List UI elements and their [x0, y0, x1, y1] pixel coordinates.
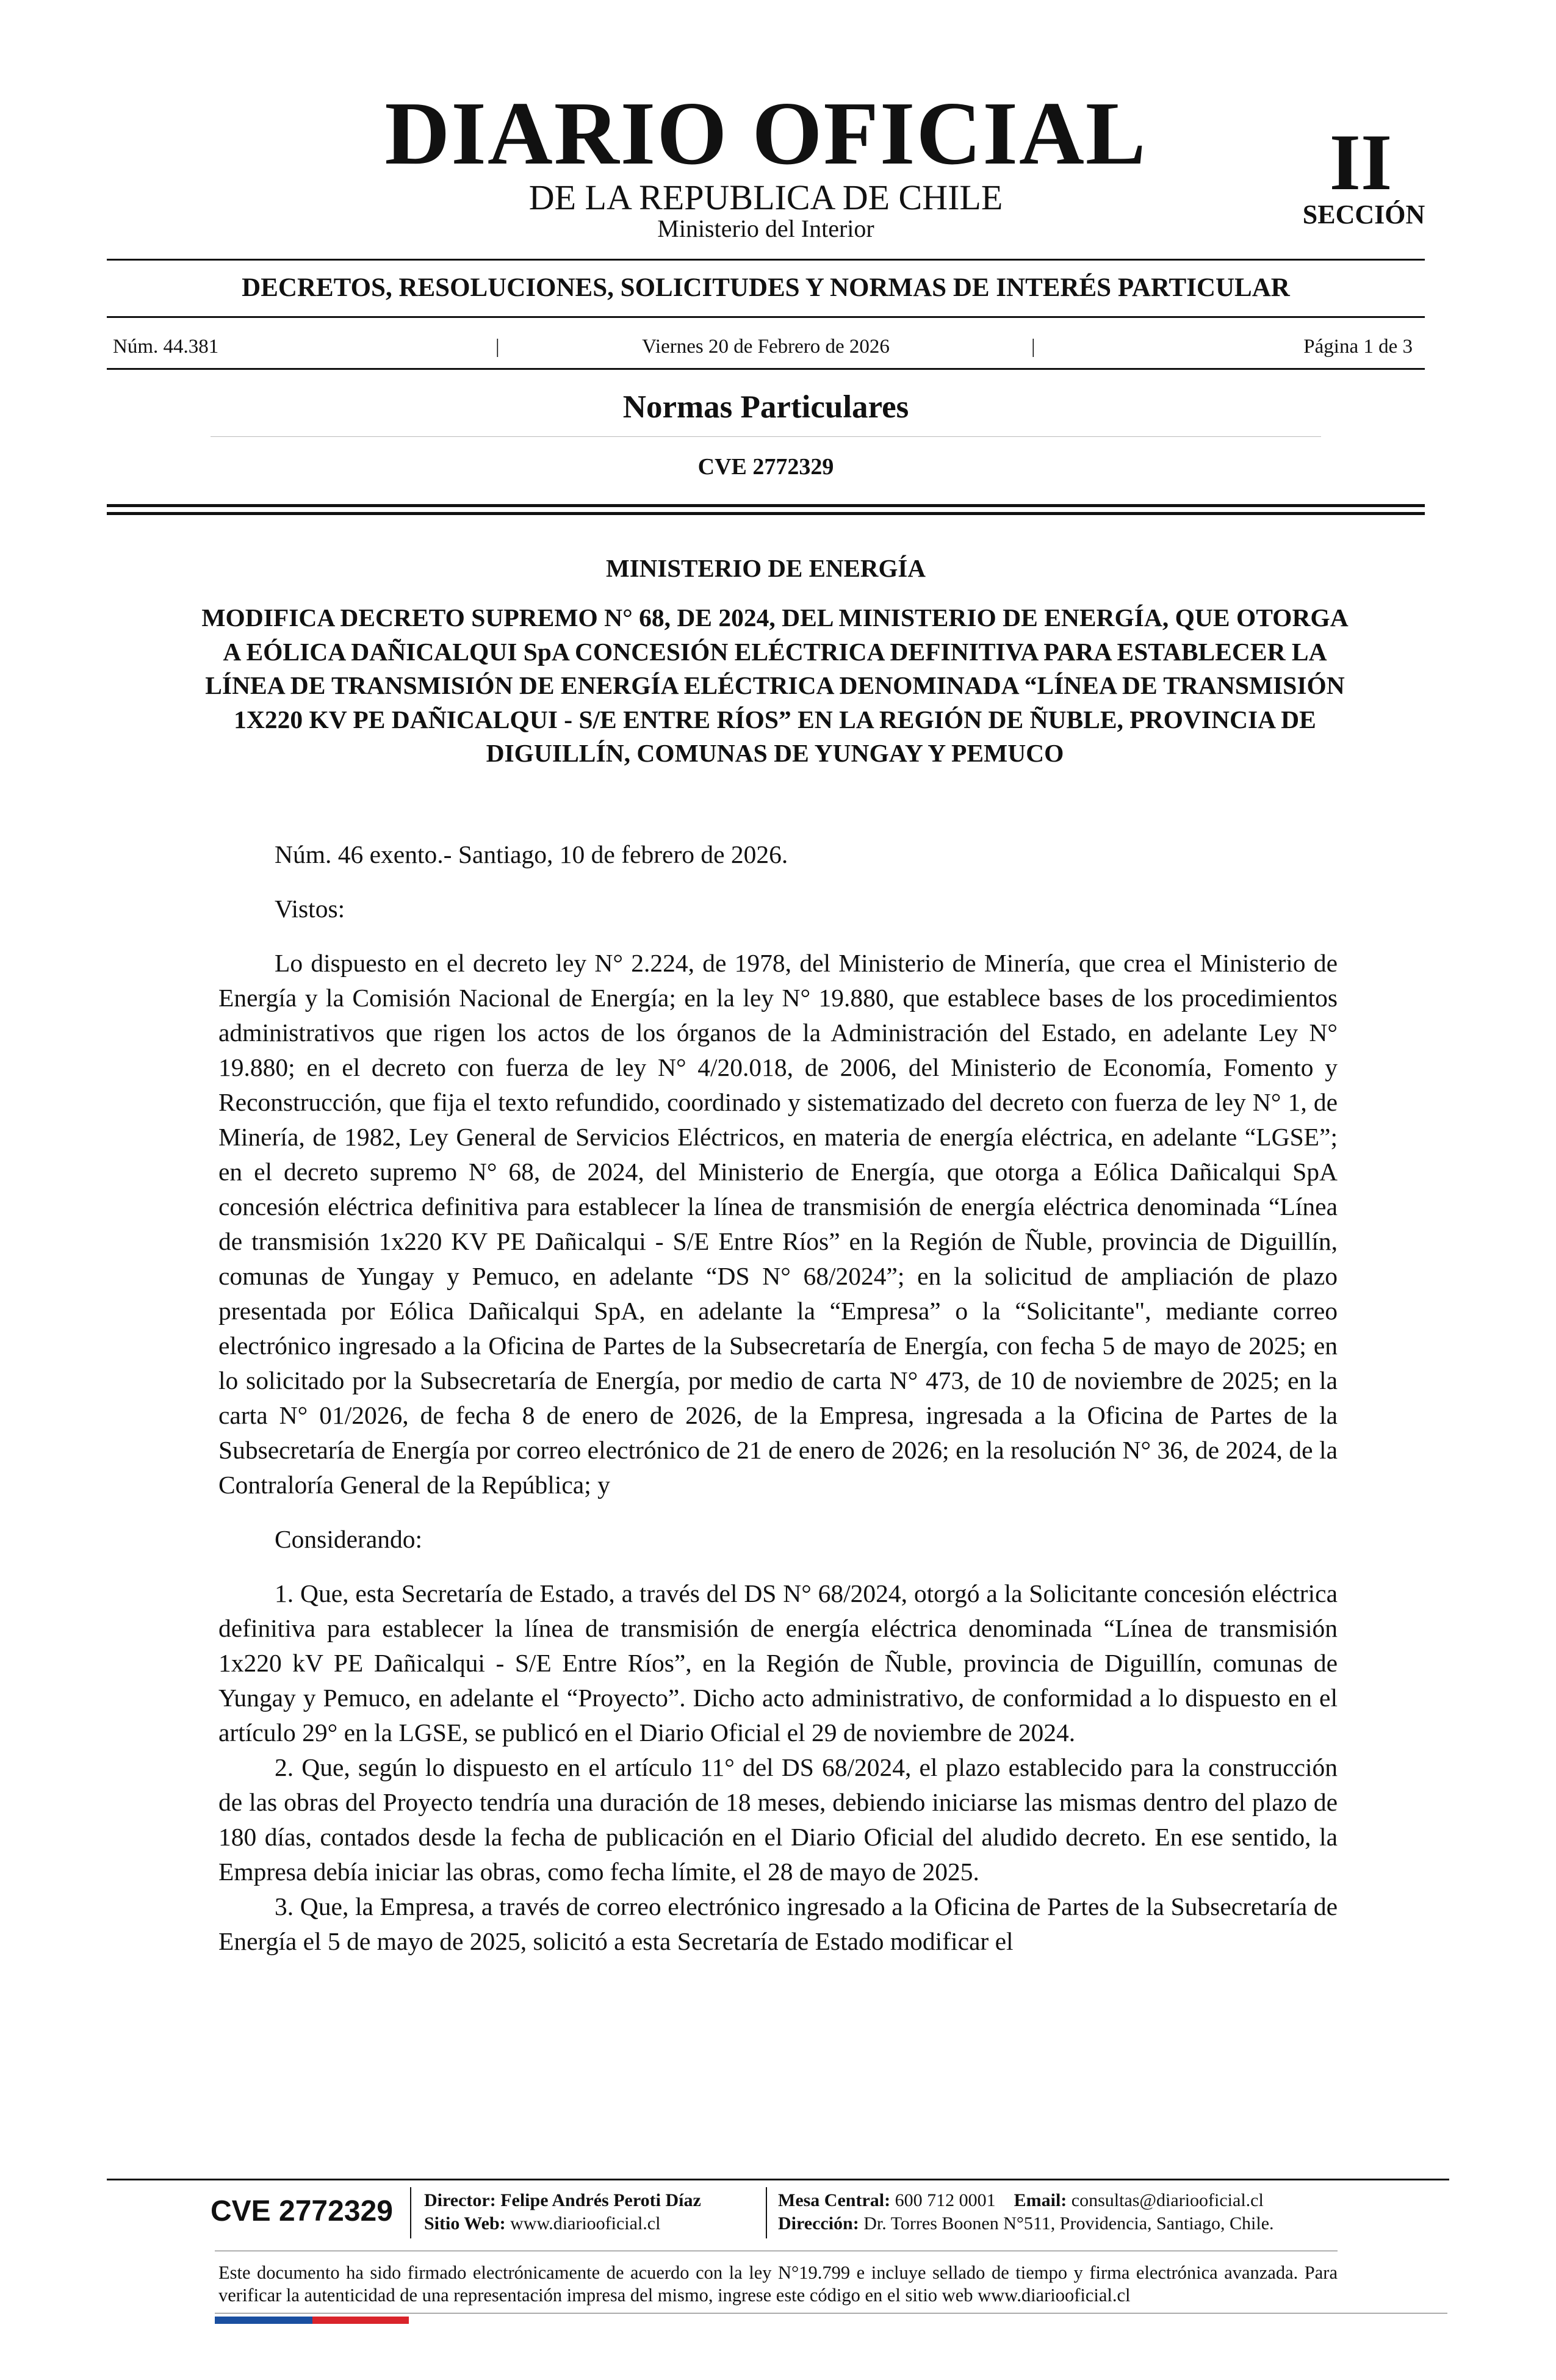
cve-double-rule-top	[107, 504, 1425, 507]
masthead-rule	[107, 259, 1425, 261]
email-label: Email:	[1014, 2190, 1067, 2210]
issue-separator: |	[1031, 336, 1036, 358]
section-label: SECCIÓN	[1302, 200, 1425, 229]
cve-double-rule-bottom	[107, 512, 1425, 515]
issue-number: Núm. 44.381	[113, 336, 219, 358]
flag-stripe-blue	[215, 2317, 312, 2324]
mesa-value: 600 712 0001	[895, 2190, 996, 2210]
masthead-title: DIARIO OFICIAL	[384, 84, 1147, 184]
vistos-paragraph: Lo dispuesto en el decreto ley N° 2.224, de 1978, del Ministerio de Minería, que crea el Ministerio de Energía y la Comisión Nacional de Energía; en la ley N° 19.880, que establece bases de los procedimientos administrativos que rigen los actos de los órganos de la Administración del Estado, en adelante Ley N° 19.880; en el decreto con fuerza de ley N° 4/20.018, de 2006, del Ministerio de Economía, Fomento y Reconstrucción, que fija el texto refundido, coordinado y sistematizado del decreto con fuerza de ley N° 1, de Minería, de 1982, Ley General de Servicios Eléctricos, en materia de energía eléctrica, en adelante “LGSE”; en el decreto supremo N° 68, de 2024, del Ministerio de Energía, que otorga a Eólica Dañicalqui SpA concesión eléctrica definitiva para establecer la línea de transmisión de energía eléctrica denominada “Línea de transmisión 1x220 KV PE Dañicalqui - S/E Entre Ríos” en la Región de Ñuble, provincia de Diguillín, comunas de Yungay y Pemuco, en adelante “DS N° 68/2024”; en la solicitud de ampliación de plazo presentada por Eólica Dañicalqui SpA, en adelante la “Empresa” o la “Solicitante", mediante correo electrónico ingresado a la Oficina de Partes de la Subsecretaría de Energía, con fecha 5 de mayo de 2025; en lo solicitado por la Subsecretaría de Energía, por medio de carta N° 473, de 10 de noviembre de 2025; en la carta N° 01/2026, de fecha 8 de enero de 2026, de la Empresa, ingresada a la Oficina de Partes de la Subsecretaría de Energía por correo electrónico de 21 de enero de 2026; en la resolución N° 36, de 2024, de la Contraloría General de la República; y	[218, 949, 1338, 1499]
web-label: Sitio Web:	[424, 2213, 506, 2234]
issue-page: Página 1 de 3	[1303, 336, 1413, 358]
decree-line: Núm. 46 exento.- Santiago, 10 de febrero de 2026.	[275, 840, 788, 868]
issue-separator: |	[495, 336, 500, 358]
considerando-heading: Considerando:	[275, 1525, 423, 1553]
considerando-item: 2. Que, según lo dispuesto en el artículo 11° del DS 68/2024, el plazo establecido para la construcción de las obras del Proyecto tendría una duración de 18 meses, debiendo iniciarse las mismas dentro del plazo de 180 días, contados desde la fecha de publicación en el Diario Oficial del aludido decreto. En ese sentido, la Empresa debía iniciar las obras, como fecha límite, el 28 de mayo de 2025.	[218, 1753, 1338, 1886]
footer-contact-right	[778, 2189, 1274, 2235]
footer-signature-note: Este documento ha sido firmado electrónicamente de acuerdo con la ley N°19.799 e incluye sellado de tiempo y firma electrónica avanzada. Para verificar la autenticidad de una representación impresa del mismo, ingrese este código en el sitio web www.diariooficial.cl	[218, 2262, 1338, 2306]
footer-divider	[766, 2187, 767, 2238]
footer-divider	[410, 2187, 411, 2238]
considerando-item: 1. Que, esta Secretaría de Estado, a través del DS N° 68/2024, otorgó a la Solicitante concesión eléctrica definitiva para establecer la línea de transmisión de energía eléctrica denominada “Línea de transmisión 1x220 kV PE Dañicalqui - S/E Entre Ríos”, en la Región de Ñuble, provincia de Diguillín, comunas de Yungay y Pemuco, en adelante el “Proyecto”. Dicho acto administrativo, de conformidad a lo dispuesto en el artículo 29° en la LGSE, se publicó en el Diario Oficial el 29 de noviembre de 2024.	[218, 1579, 1338, 1747]
footer-cve-code: CVE 2772329	[211, 2195, 393, 2227]
document-body	[218, 837, 1338, 1959]
section-title: Normas Particulares	[622, 389, 909, 425]
section-numeral: II	[1329, 117, 1392, 207]
director-value: Felipe Andrés Peroti Díaz	[500, 2190, 701, 2210]
masthead-subtitle: DE LA REPUBLICA DE CHILE	[528, 178, 1003, 217]
web-link[interactable]: www.diariooficial.cl	[510, 2213, 661, 2234]
email-link[interactable]: consultas@diariooficial.cl	[1071, 2190, 1264, 2210]
document-title: MODIFICA DECRETO SUPREMO N° 68, DE 2024, DEL MINISTERIO DE ENERGÍA, QUE OTORGA A EÓLICA DAÑICALQUI SpA CONCESIÓN ELÉCTRICA DEFINITIVA PARA ESTABLECER LA LÍNEA DE TRANSMISIÓN DE ENERGÍA ELÉCTRICA DENOMINADA “LÍNEA DE TRANSMISIÓN 1X220 KV PE DAÑICALQUI - S/E ENTRE RÍOS” EN LA REGIÓN DE ÑUBLE, PROVINCIA DE DIGUILLÍN, COMUNAS DE YUNGAY Y PEMUCO	[201, 604, 1349, 767]
issue-date: Viernes 20 de Febrero de 2026	[642, 336, 890, 358]
vistos-heading: Vistos:	[275, 895, 345, 923]
masthead-ministry: Ministerio del Interior	[657, 215, 874, 242]
mesa-label: Mesa Central:	[778, 2190, 891, 2210]
address-label: Dirección:	[778, 2213, 859, 2234]
category-rule	[107, 316, 1425, 318]
section-thin-rule	[211, 436, 1321, 437]
considerando-item: 3. Que, la Empresa, a través de correo electrónico ingresado a la Oficina de Partes de la Subsecretaría de Energía el 5 de mayo de 2025, solicitó a esta Secretaría de Estado modificar el	[218, 1892, 1338, 1955]
footer-rule-top	[107, 2179, 1449, 2180]
footer-contact-left	[424, 2189, 701, 2235]
document-ministry: MINISTERIO DE ENERGÍA	[606, 554, 926, 582]
cve-code: CVE 2772329	[697, 454, 834, 480]
issue-rule	[107, 368, 1425, 370]
director-label: Director:	[424, 2190, 496, 2210]
address-value: Dr. Torres Boonen N°511, Providencia, Santiago, Chile.	[863, 2213, 1274, 2234]
category-heading: DECRETOS, RESOLUCIONES, SOLICITUDES Y NORMAS DE INTERÉS PARTICULAR	[242, 273, 1290, 302]
flag-stripe-red	[312, 2317, 409, 2324]
